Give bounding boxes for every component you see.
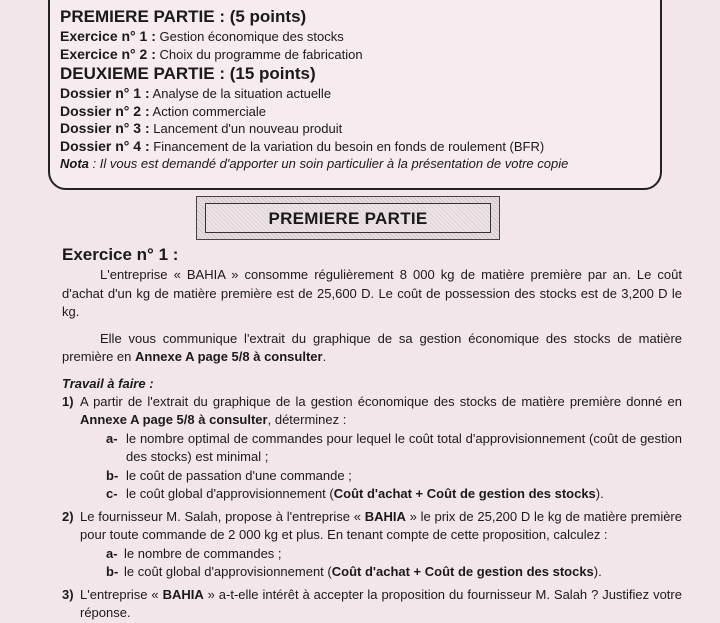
- q2-text-start: Le fournisseur M. Salah, propose à l'entreprise «: [80, 508, 365, 524]
- q2b-bold: Coût d'achat + Coût de gestion des stocks: [331, 564, 594, 579]
- para2-annex-ref: Annexe A page 5/8 à consulter: [134, 349, 323, 364]
- part2-item-1: [60, 85, 650, 103]
- question-1a-label: a-: [106, 430, 118, 446]
- part1-item-1-text: Gestion économique des stocks: [159, 29, 344, 44]
- question-1-number: 1): [62, 393, 74, 409]
- question-1b: [62, 467, 682, 486]
- part1-item-2: [60, 46, 650, 64]
- part1-item-1-label: Exercice n° 1 :: [60, 28, 156, 44]
- q3-text-start: L'entreprise «: [80, 586, 163, 602]
- q2-company-name: BAHIA: [364, 508, 406, 524]
- question-2a-text: le nombre de commandes ;: [124, 545, 282, 561]
- para2-end: .: [322, 349, 327, 364]
- q1c-bold: Coût d'achat + Coût de gestion des stocks: [333, 486, 596, 501]
- q3-company-name: BAHIA: [162, 586, 204, 602]
- part1-title: PREMIERE PARTIE : (5 points): [60, 7, 307, 26]
- part2-item-3-label: Dossier n° 3 :: [60, 120, 150, 136]
- part2-item-1-label: Dossier n° 1 :: [60, 85, 150, 101]
- outline-box: [48, 0, 662, 190]
- part2-item-4-label: Dossier n° 4 :: [60, 137, 150, 154]
- question-1c: [62, 485, 682, 504]
- outline-content: [60, 6, 650, 172]
- part1-item-2-label: Exercice n° 2 :: [60, 45, 156, 62]
- exercise-paragraph-1: L'entreprise « BAHIA » consomme régulièrement 8 000 kg de matière première par an. Le coût d'achat d'un kg de matière première est de 25,600 D. Le coût de possession des stocks est de 3,200 D le kg.: [62, 267, 682, 319]
- part2-item-4-text: Financement de la variation du besoin en fonds de roulement (BFR): [153, 138, 545, 154]
- part2-item-3: [60, 120, 650, 138]
- part1-item-2-text: Choix du programme de fabrication: [159, 46, 363, 62]
- question-2b-label: b-: [106, 564, 119, 579]
- question-2a: [62, 545, 682, 564]
- q3-text-end: » a-t-elle intérêt à accepter la proposition du fournisseur M. Salah ? Justifiez votre réponse.: [80, 586, 682, 620]
- q2-text-end: » le prix de 25,200 D le kg de matière première pour toute commande de 2 000 kg et plus. En tenant compte de cette proposition, calculez :: [80, 508, 682, 542]
- q2b-start: le coût global d'approvisionnement (: [124, 564, 332, 579]
- part2-item-4: [60, 138, 650, 156]
- question-2: [62, 508, 682, 545]
- section-banner: [196, 196, 500, 240]
- part2-title: DEUXIEME PARTIE : (15 points): [60, 64, 316, 83]
- nota-line: [60, 155, 650, 172]
- question-1a: [62, 430, 682, 467]
- exercise-paragraph-2: [62, 330, 682, 367]
- question-1c-label: c-: [106, 486, 118, 501]
- section-banner-title: PREMIERE PARTIE: [205, 203, 491, 233]
- exercise-title: Exercice n° 1 :: [62, 245, 179, 264]
- nota-text: : Il vous est demandé d'apporter un soin particulier à la présentation de votre copie: [88, 156, 569, 171]
- question-3: [62, 586, 682, 623]
- q1-text-start: A partir de l'extrait du graphique de la gestion économique des stocks de matière première donné en: [80, 393, 682, 409]
- q1c-end: ).: [595, 486, 604, 501]
- exercise-content: [62, 242, 682, 623]
- q2b-end: ).: [593, 564, 602, 579]
- question-2b: [62, 563, 682, 582]
- nota-label: Nota: [60, 156, 89, 171]
- question-1b-label: b-: [106, 467, 119, 483]
- work-title: Travail à faire :: [62, 375, 154, 391]
- question-1: [62, 393, 682, 430]
- q1c-start: le coût global d'approvisionnement (: [126, 486, 334, 501]
- part2-item-1-text: Analyse de la situation actuelle: [152, 86, 332, 101]
- para2-start: Elle vous communique l'extrait du graphique de sa gestion économique des stocks de matière première en: [62, 330, 682, 364]
- question-1b-text: le coût de passation d'une commande ;: [126, 467, 352, 483]
- question-2a-label: a-: [106, 545, 118, 561]
- part2-item-2: [60, 103, 650, 121]
- part2-item-2-text: Action commerciale: [152, 103, 266, 119]
- q1-text-end: , déterminez :: [267, 412, 347, 427]
- part1-item-1: [60, 28, 650, 46]
- q1-annex-ref: Annexe A page 5/8 à consulter: [80, 412, 268, 427]
- question-2-number: 2): [62, 508, 74, 524]
- part2-item-2-label: Dossier n° 2 :: [60, 102, 150, 119]
- part2-item-3-text: Lancement d'un nouveau produit: [153, 121, 343, 136]
- question-3-number: 3): [62, 586, 74, 602]
- question-1a-text: le nombre optimal de commandes pour lequel le coût total d'approvisionnement (coût de gestion des stocks) est minimal ;: [126, 430, 682, 464]
